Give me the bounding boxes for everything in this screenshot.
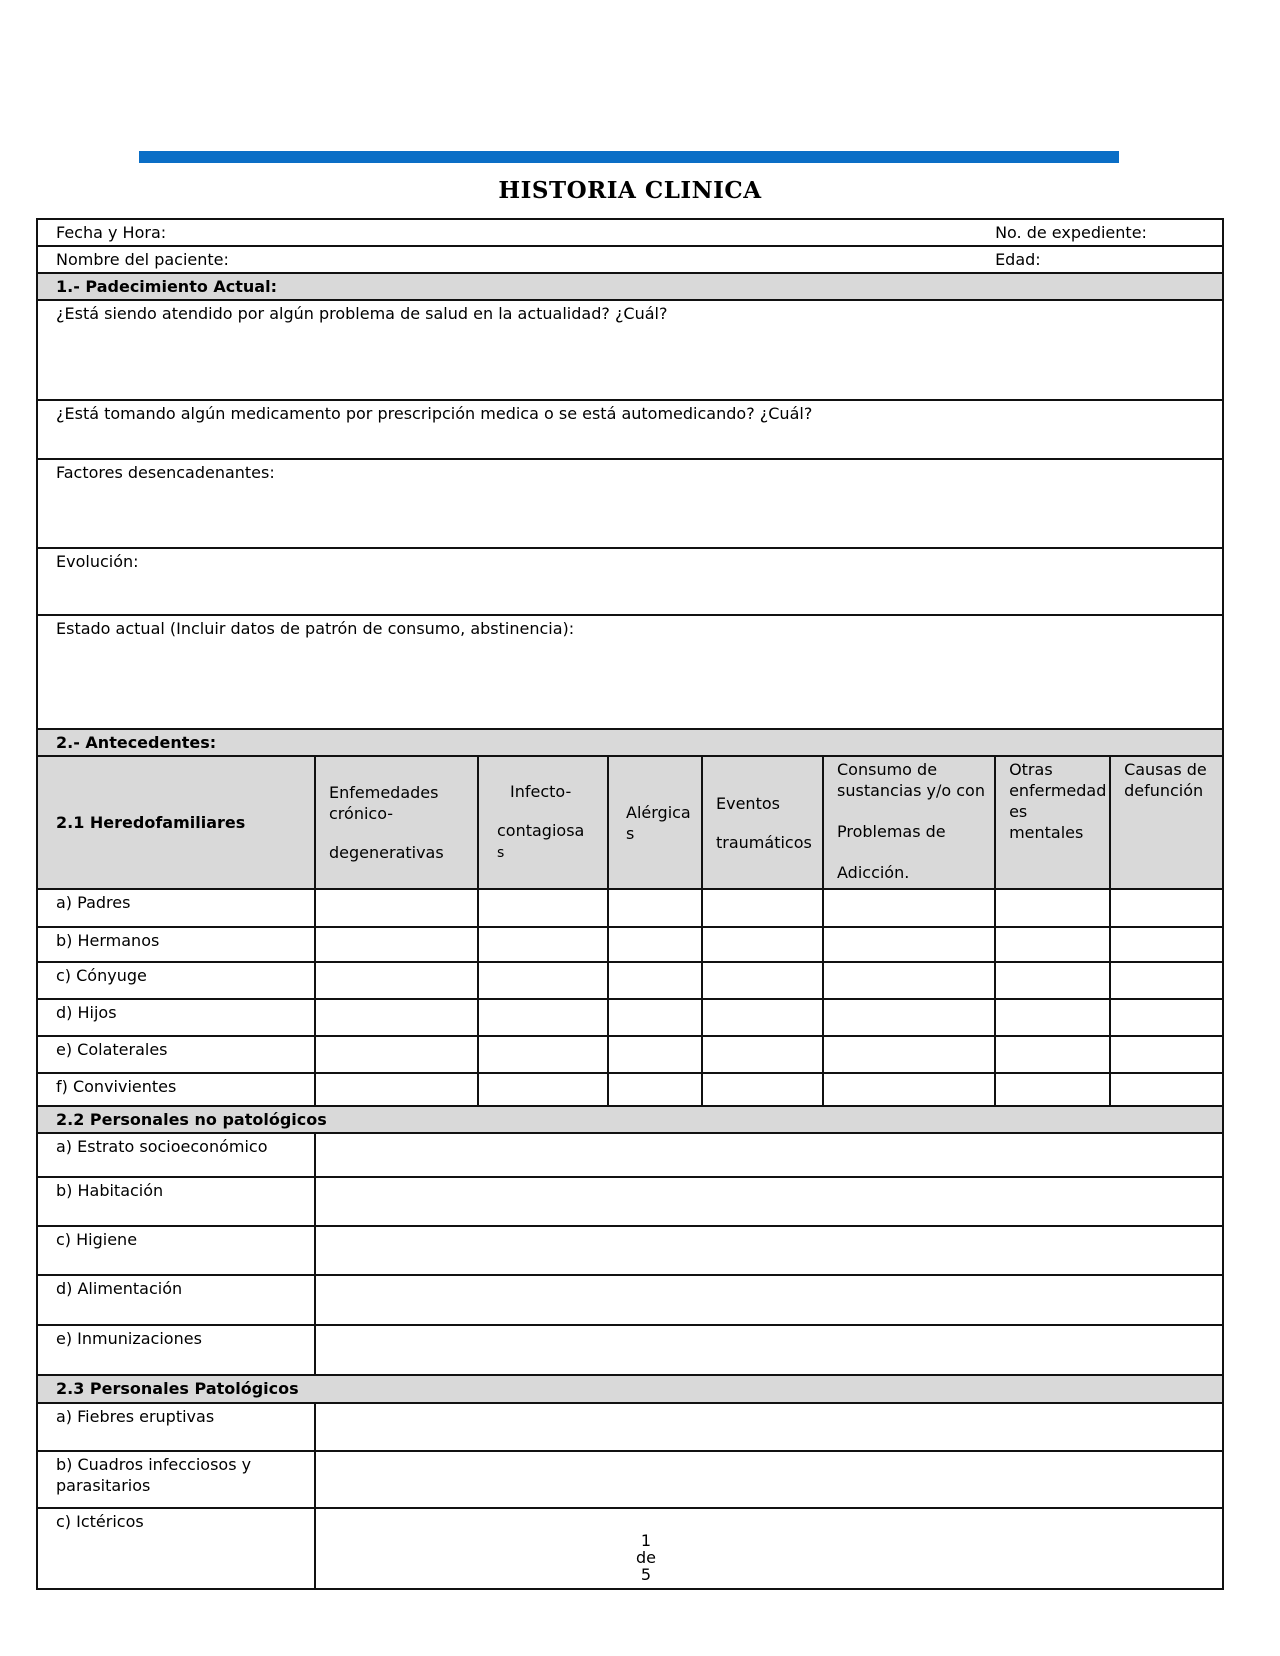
cell[interactable] bbox=[478, 962, 608, 999]
nombre-row bbox=[37, 246, 1223, 273]
document-title: HISTORIA CLINICA bbox=[498, 177, 762, 204]
col-alergicas bbox=[608, 756, 702, 889]
table-row bbox=[37, 1036, 1223, 1073]
cell[interactable] bbox=[1110, 1073, 1223, 1106]
cell[interactable] bbox=[995, 889, 1110, 927]
page-current: 1 bbox=[640, 1531, 652, 1550]
col-otras-line2: es bbox=[1009, 802, 1028, 821]
cell[interactable] bbox=[315, 889, 478, 927]
row-label-padres: a) Padres bbox=[37, 889, 315, 927]
cell[interactable] bbox=[478, 889, 608, 927]
row-label-cuadros-infecciosos: b) Cuadros infecciosos y parasitarios bbox=[37, 1451, 315, 1508]
col-alergicas-line2: s bbox=[626, 823, 635, 843]
row-label-convivientes: f) Convivientes bbox=[37, 1073, 315, 1106]
answer-field[interactable] bbox=[315, 1403, 1223, 1451]
cell[interactable] bbox=[478, 927, 608, 962]
cell[interactable] bbox=[823, 927, 995, 962]
table-row bbox=[37, 1403, 1223, 1451]
col-infecto-line3: s bbox=[497, 845, 505, 861]
cell[interactable] bbox=[1110, 962, 1223, 999]
col-infecto-line2: contagiosa bbox=[497, 821, 585, 840]
col-causas-defuncion: Causas de defunción bbox=[1110, 756, 1223, 889]
heredofamiliares-header-row bbox=[37, 756, 1223, 889]
col-otras-line3: mentales bbox=[1009, 823, 1084, 842]
cell[interactable] bbox=[995, 1073, 1110, 1106]
section-no-patologicos-title: 2.2 Personales no patológicos bbox=[37, 1106, 1223, 1133]
expediente-label[interactable]: No. de expediente: bbox=[995, 219, 1223, 246]
q-atendido[interactable]: ¿Está siendo atendido por algún problema de salud en la actualidad? ¿Cuál? bbox=[37, 300, 1223, 400]
cell[interactable] bbox=[1110, 927, 1223, 962]
section-antecedentes-title: 2.- Antecedentes: bbox=[37, 729, 1223, 756]
cell[interactable] bbox=[823, 962, 995, 999]
table-row bbox=[37, 1177, 1223, 1226]
row-label-inmunizaciones: e) Inmunizaciones bbox=[37, 1325, 315, 1375]
cell[interactable] bbox=[995, 927, 1110, 962]
page-de: de bbox=[636, 1548, 656, 1567]
fecha-label[interactable]: Fecha y Hora: bbox=[37, 219, 995, 246]
answer-field[interactable] bbox=[315, 1275, 1223, 1325]
cell[interactable] bbox=[608, 962, 702, 999]
fecha-row bbox=[37, 219, 1223, 246]
row-label-hermanos: b) Hermanos bbox=[37, 927, 315, 962]
table-row bbox=[37, 1133, 1223, 1177]
answer-field[interactable] bbox=[315, 1133, 1223, 1177]
cell[interactable] bbox=[608, 1036, 702, 1073]
table-row bbox=[37, 1451, 1223, 1508]
cell[interactable] bbox=[608, 889, 702, 927]
table-row bbox=[37, 999, 1223, 1036]
row-label-colaterales: e) Colaterales bbox=[37, 1036, 315, 1073]
col-consumo-line2: Problemas de bbox=[837, 822, 946, 841]
form-table bbox=[36, 218, 1224, 1590]
cell[interactable] bbox=[1110, 889, 1223, 927]
answer-field[interactable] bbox=[315, 1508, 1223, 1589]
col-consumo-sustancias bbox=[823, 756, 995, 889]
row-label-estrato: a) Estrato socioeconómico bbox=[37, 1133, 315, 1177]
col-alergicas-line1: Alérgica bbox=[626, 802, 691, 822]
section-patologicos-title: 2.3 Personales Patológicos bbox=[37, 1375, 1223, 1403]
cell[interactable] bbox=[995, 1036, 1110, 1073]
table-row bbox=[37, 927, 1223, 962]
cell[interactable] bbox=[478, 1036, 608, 1073]
cell[interactable] bbox=[702, 927, 823, 962]
col-eventos-traumaticos bbox=[702, 756, 823, 889]
cell[interactable] bbox=[608, 999, 702, 1036]
answer-field[interactable] bbox=[315, 1325, 1223, 1375]
col-cronico-line1: Enfemedades crónico- bbox=[329, 783, 439, 823]
cell[interactable] bbox=[315, 1036, 478, 1073]
col-consumo-line3: Adicción. bbox=[837, 863, 910, 882]
cell[interactable] bbox=[702, 889, 823, 927]
table-row bbox=[37, 1073, 1223, 1106]
q-estado-actual[interactable]: Estado actual (Incluir datos de patrón de consumo, abstinencia): bbox=[37, 615, 1223, 729]
table-row bbox=[37, 1325, 1223, 1375]
cell[interactable] bbox=[315, 927, 478, 962]
q-medicamento[interactable]: ¿Está tomando algún medicamento por prescripción medica o se está automedicando? ¿Cuál? bbox=[37, 400, 1223, 459]
cell[interactable] bbox=[315, 1073, 478, 1106]
header-accent-bar bbox=[139, 151, 1119, 163]
cell[interactable] bbox=[315, 962, 478, 999]
table-row bbox=[37, 1275, 1223, 1325]
table-row bbox=[37, 1508, 1223, 1589]
col-cronico-degenerativas bbox=[315, 756, 478, 889]
cell[interactable] bbox=[702, 962, 823, 999]
col-infecto-line1: Infecto- bbox=[510, 782, 572, 801]
cell[interactable] bbox=[702, 1073, 823, 1106]
row-label-higiene: c) Higiene bbox=[37, 1226, 315, 1275]
cell[interactable] bbox=[823, 999, 995, 1036]
col-cronico-line2: degenerativas bbox=[329, 843, 444, 862]
row-label-hijos: d) Hijos bbox=[37, 999, 315, 1036]
nombre-label[interactable]: Nombre del paciente: bbox=[37, 246, 995, 273]
col-otras-enfermedades bbox=[995, 756, 1110, 889]
table-row bbox=[37, 962, 1223, 999]
col-eventos-line2: traumáticos bbox=[716, 832, 812, 852]
cell[interactable] bbox=[478, 1073, 608, 1106]
row-label-habitacion: b) Habitación bbox=[37, 1177, 315, 1226]
answer-field[interactable] bbox=[315, 1177, 1223, 1226]
cell[interactable] bbox=[823, 889, 995, 927]
col-eventos-line1: Eventos bbox=[716, 793, 780, 813]
section-padecimiento-title: 1.- Padecimiento Actual: bbox=[37, 273, 1223, 300]
cell[interactable] bbox=[995, 999, 1110, 1036]
heredofamiliares-title: 2.1 Heredofamiliares bbox=[37, 756, 315, 889]
cell[interactable] bbox=[1110, 1036, 1223, 1073]
table-row bbox=[37, 1226, 1223, 1275]
q-evolucion[interactable]: Evolución: bbox=[37, 548, 1223, 615]
cell[interactable] bbox=[823, 1073, 995, 1106]
col-otras-line1: Otras enfermedad bbox=[1009, 760, 1107, 800]
q-factores[interactable]: Factores desencadenantes: bbox=[37, 459, 1223, 548]
cell[interactable] bbox=[995, 962, 1110, 999]
cell[interactable] bbox=[1110, 999, 1223, 1036]
page-number bbox=[634, 1532, 658, 1583]
cell[interactable] bbox=[608, 927, 702, 962]
page-total: 5 bbox=[640, 1565, 652, 1584]
answer-field[interactable] bbox=[315, 1226, 1223, 1275]
answer-field[interactable] bbox=[315, 1451, 1223, 1508]
table-row bbox=[37, 889, 1223, 927]
cell[interactable] bbox=[478, 999, 608, 1036]
row-label-alimentacion: d) Alimentación bbox=[37, 1275, 315, 1325]
cell[interactable] bbox=[608, 1073, 702, 1106]
col-infecto-contagiosas bbox=[478, 756, 608, 889]
clinical-history-form bbox=[36, 218, 1222, 1588]
cell[interactable] bbox=[702, 999, 823, 1036]
cell[interactable] bbox=[702, 1036, 823, 1073]
col-consumo-line1: Consumo de sustancias y/o con bbox=[837, 760, 985, 800]
row-label-ictericos: c) Ictéricos bbox=[37, 1508, 315, 1589]
row-label-conyuge: c) Cónyuge bbox=[37, 962, 315, 999]
edad-label[interactable]: Edad: bbox=[995, 246, 1223, 273]
cell[interactable] bbox=[823, 1036, 995, 1073]
cell[interactable] bbox=[315, 999, 478, 1036]
row-label-fiebres: a) Fiebres eruptivas bbox=[37, 1403, 315, 1451]
